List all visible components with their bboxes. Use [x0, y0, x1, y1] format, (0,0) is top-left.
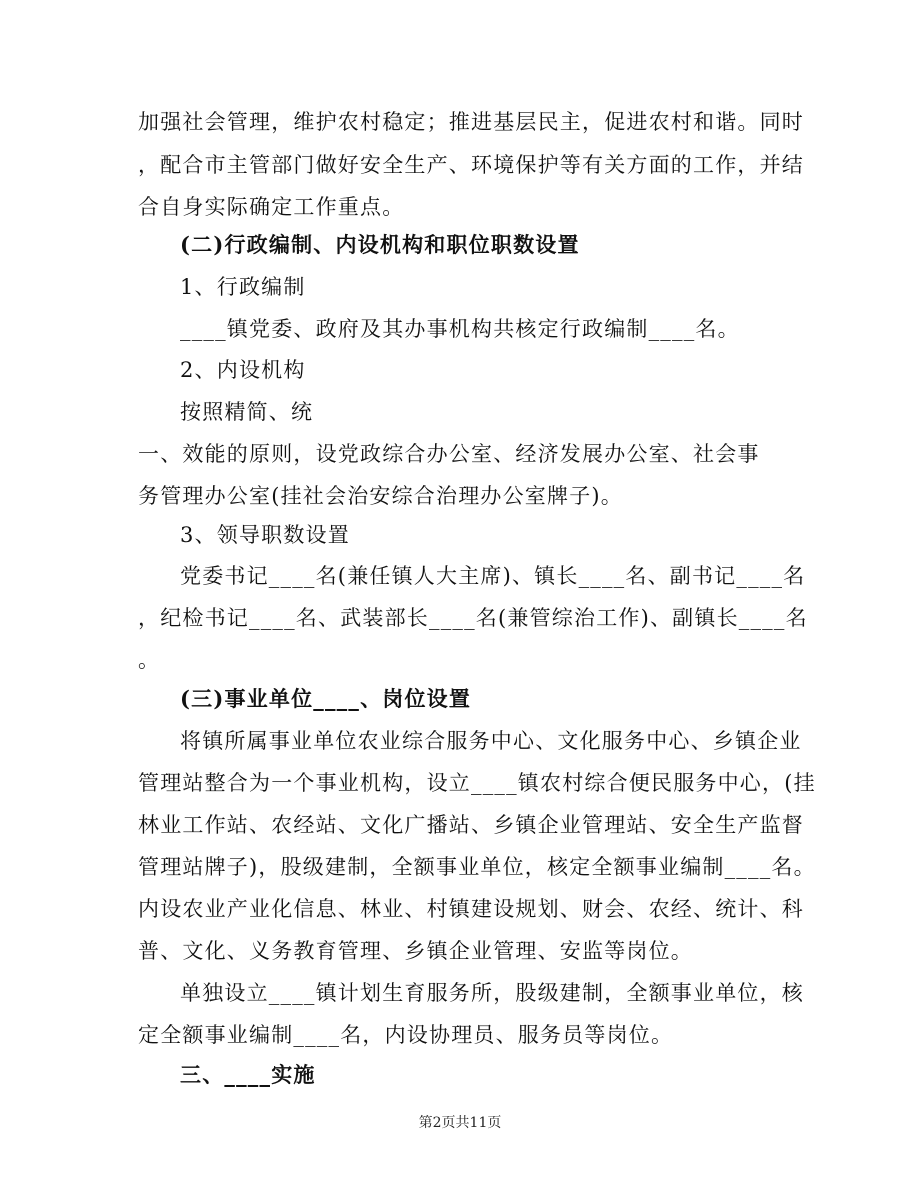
section-heading: (二)行政编制、内设机构和职位职数设置 [180, 232, 580, 257]
paragraph-line: 定全额事业编制____名，内设协理员、服务员等岗位。 [138, 1023, 674, 1047]
subheading: 2、内设机构 [180, 358, 306, 382]
paragraph-line: 管理站整合为一个事业机构，设立____镇农村综合便民服务中心，(挂 [138, 771, 816, 795]
paragraph-line: 一、效能的原则，设党政综合办公室、经济发展办公室、社会事 [138, 442, 760, 466]
paragraph-line: 。 [138, 648, 161, 672]
paragraph-line: ____镇党委、政府及其办事机构共核定行政编制____名。 [180, 317, 740, 341]
subheading: 3、领导职数设置 [180, 523, 350, 547]
paragraph-line: 林业工作站、农经站、文化广播站、乡镇企业管理站、安全生产监督 [138, 813, 804, 837]
paragraph-line: ，配合市主管部门做好安全生产、环境保护等有关方面的工作，并结 [138, 153, 804, 177]
paragraph-line: 普、文化、义务教育管理、乡镇企业管理、安监等岗位。 [138, 939, 693, 963]
paragraph-line: 单独设立____镇计划生育服务所，股级建制，全额事业单位，核 [180, 981, 804, 1005]
section-heading: (三)事业单位____、岗位设置 [180, 686, 472, 711]
section-heading: 三、____实施 [180, 1062, 316, 1087]
paragraph-line: ，纪检书记____名、武装部长____名(兼管综治工作)、副镇长____名 [138, 606, 808, 630]
paragraph-line: 内设农业产业化信息、林业、村镇建设规划、财会、农经、统计、科 [138, 897, 804, 921]
paragraph-line: 加强社会管理，维护农村稳定；推进基层民主，促进农村和谐。同时 [138, 110, 804, 134]
paragraph-line: 将镇所属事业单位农业综合服务中心、文化服务中心、乡镇企业 [180, 729, 802, 753]
paragraph-line: 管理站牌子)，股级建制，全额事业单位，核定全额事业编制____名。 [138, 855, 816, 879]
page-number: 第2页共11页 [418, 1115, 502, 1131]
paragraph-line: 合自身实际确定工作重点。 [138, 195, 405, 219]
paragraph-line: 按照精简、统 [180, 400, 314, 424]
subheading: 1、行政编制 [180, 275, 306, 299]
paragraph-line: 党委书记____名(兼任镇人大主席)、镇长____名、副书记____名 [180, 564, 806, 588]
paragraph-line: 务管理办公室(挂社会治安综合治理办公室牌子)。 [138, 484, 623, 508]
